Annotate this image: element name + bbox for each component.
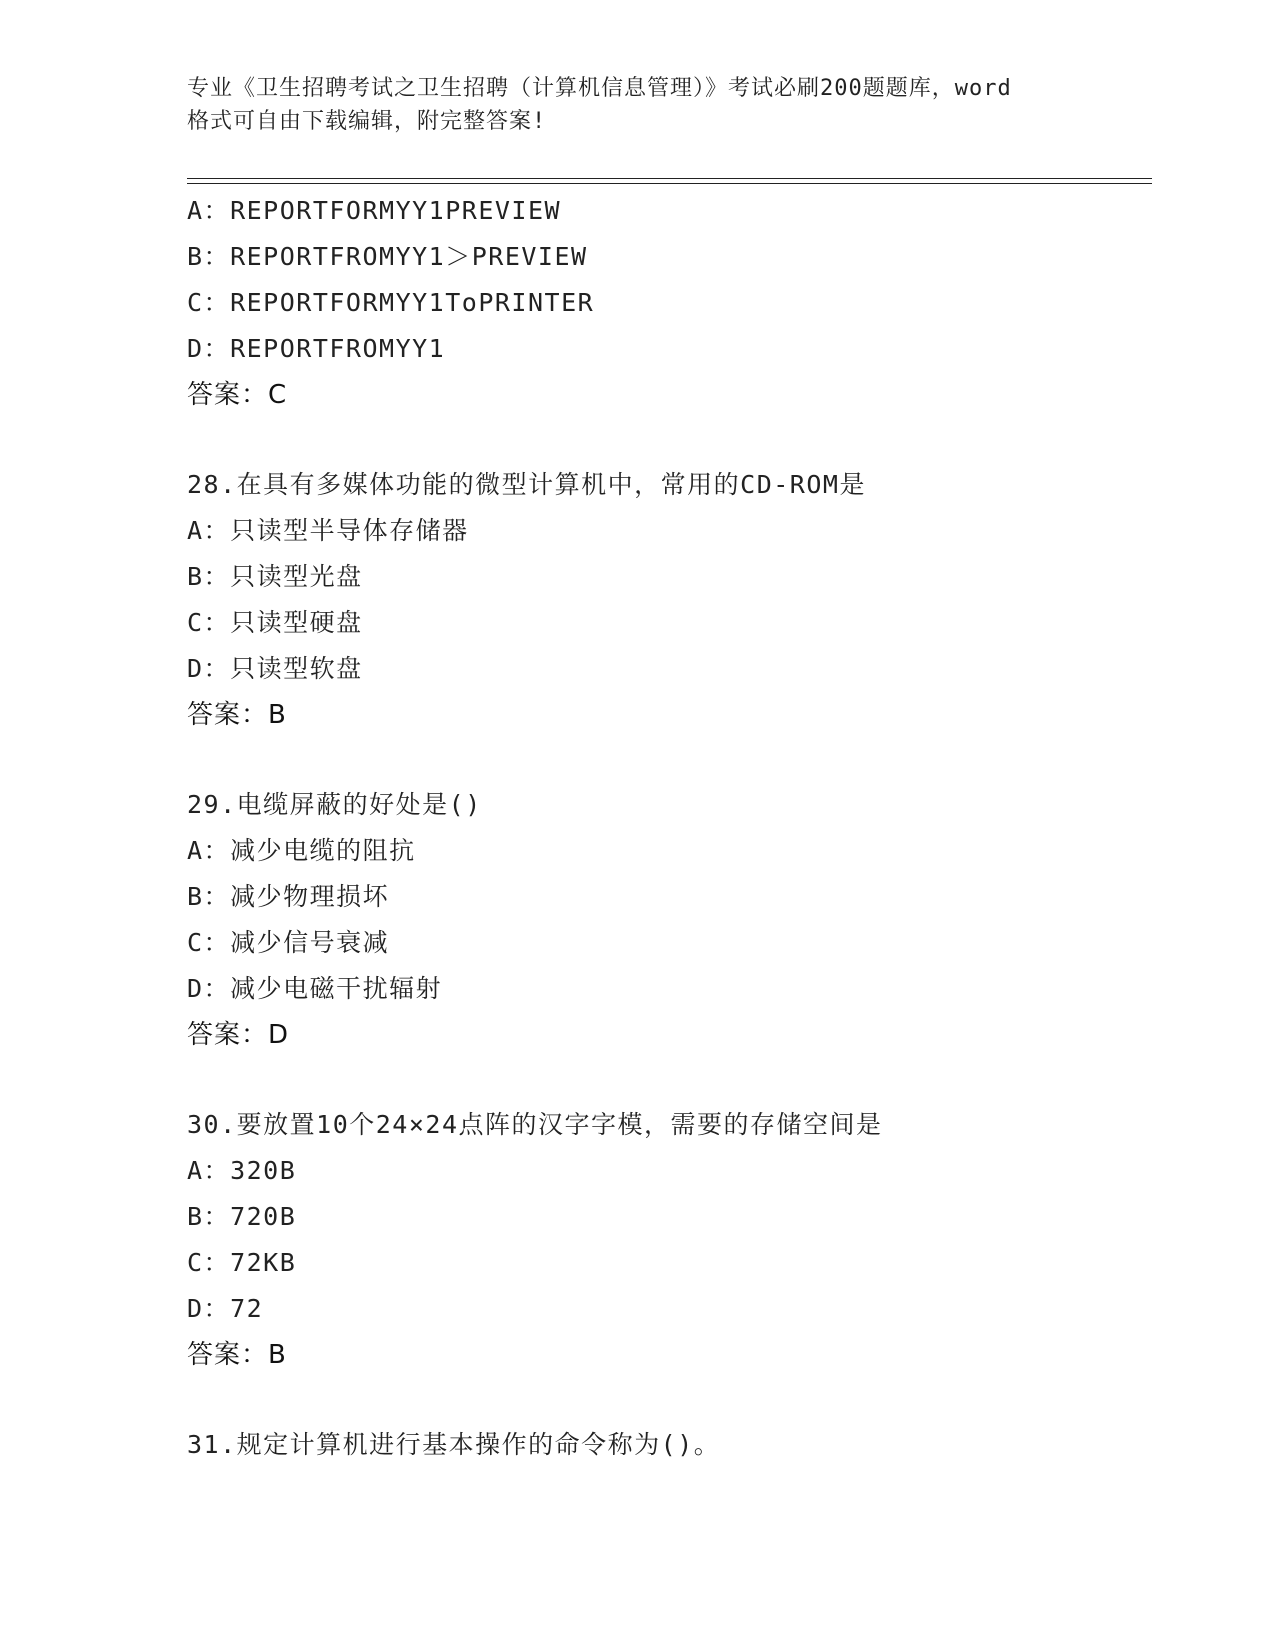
option-text: REPORTFORMYY1PREVIEW: [230, 196, 562, 225]
question-stem: 28.在具有多媒体功能的微型计算机中，常用的CD-ROM是: [187, 470, 866, 499]
option-label: A：: [187, 836, 231, 865]
option-d: [187, 646, 1147, 692]
question-29: [187, 782, 1147, 1058]
option-label: B：: [187, 562, 231, 591]
option-text: 减少信号衰减: [230, 928, 390, 957]
option-label: C：: [187, 1248, 231, 1277]
question-list: [187, 188, 1147, 1468]
option-text: 只读型软盘: [230, 654, 363, 683]
option-label: C：: [187, 928, 231, 957]
question-27-continued: [187, 188, 1147, 418]
option-text: REPORTFROMYY1＞PREVIEW: [230, 242, 588, 271]
question-stem: 29.电缆屏蔽的好处是(): [187, 790, 482, 819]
option-label: D：: [187, 654, 231, 683]
document-header: [187, 72, 1087, 138]
question-28: [187, 462, 1147, 738]
option-label: D：: [187, 334, 231, 363]
option-label: A：: [187, 196, 231, 225]
option-label: A：: [187, 516, 231, 545]
option-text: 减少电磁干扰辐射: [230, 974, 443, 1003]
option-a: [187, 508, 1147, 554]
option-text: 320B: [230, 1156, 297, 1185]
header-divider-top: [187, 178, 1152, 179]
option-label: B：: [187, 242, 231, 271]
option-c: [187, 1240, 1147, 1286]
answer-line: 答案：B: [187, 1340, 287, 1370]
option-text: 只读型硬盘: [230, 608, 363, 637]
option-b: [187, 874, 1147, 920]
option-label: D：: [187, 974, 231, 1003]
option-a: [187, 828, 1147, 874]
header-divider-bottom: [187, 183, 1152, 184]
header-title-line-2: 格式可自由下载编辑，附完整答案!: [187, 109, 547, 134]
option-text: 72KB: [230, 1248, 297, 1277]
option-c: [187, 920, 1147, 966]
option-a: [187, 1148, 1147, 1194]
question-stem: 31.规定计算机进行基本操作的命令称为()。: [187, 1430, 721, 1459]
option-c: [187, 280, 1147, 326]
option-d: [187, 966, 1147, 1012]
option-c: [187, 600, 1147, 646]
option-text: 72: [230, 1294, 264, 1323]
option-text: REPORTFROMYY1: [230, 334, 446, 363]
option-b: [187, 1194, 1147, 1240]
option-b: [187, 554, 1147, 600]
option-label: C：: [187, 608, 231, 637]
option-text: 只读型半导体存储器: [230, 516, 469, 545]
answer-line: 答案：D: [187, 1020, 290, 1050]
option-text: 减少电缆的阻抗: [230, 836, 416, 865]
answer-line: 答案：C: [187, 380, 288, 410]
option-text: REPORTFORMYY1ToPRINTER: [230, 288, 595, 317]
option-d: [187, 326, 1147, 372]
question-31: [187, 1422, 1147, 1468]
option-text: 只读型光盘: [230, 562, 363, 591]
option-label: B：: [187, 1202, 231, 1231]
option-label: D：: [187, 1294, 231, 1323]
option-label: B：: [187, 882, 231, 911]
option-a: [187, 188, 1147, 234]
option-text: 减少物理损坏: [230, 882, 390, 911]
option-label: A：: [187, 1156, 231, 1185]
answer-line: 答案：B: [187, 700, 287, 730]
option-d: [187, 1286, 1147, 1332]
option-text: 720B: [230, 1202, 297, 1231]
option-label: C：: [187, 288, 231, 317]
question-30: [187, 1102, 1147, 1378]
header-title-line-1: 专业《卫生招聘考试之卫生招聘（计算机信息管理）》考试必刷200题题库，word: [187, 76, 1012, 101]
question-stem: 30.要放置10个24×24点阵的汉字字模，需要的存储空间是: [187, 1110, 883, 1139]
option-b: [187, 234, 1147, 280]
